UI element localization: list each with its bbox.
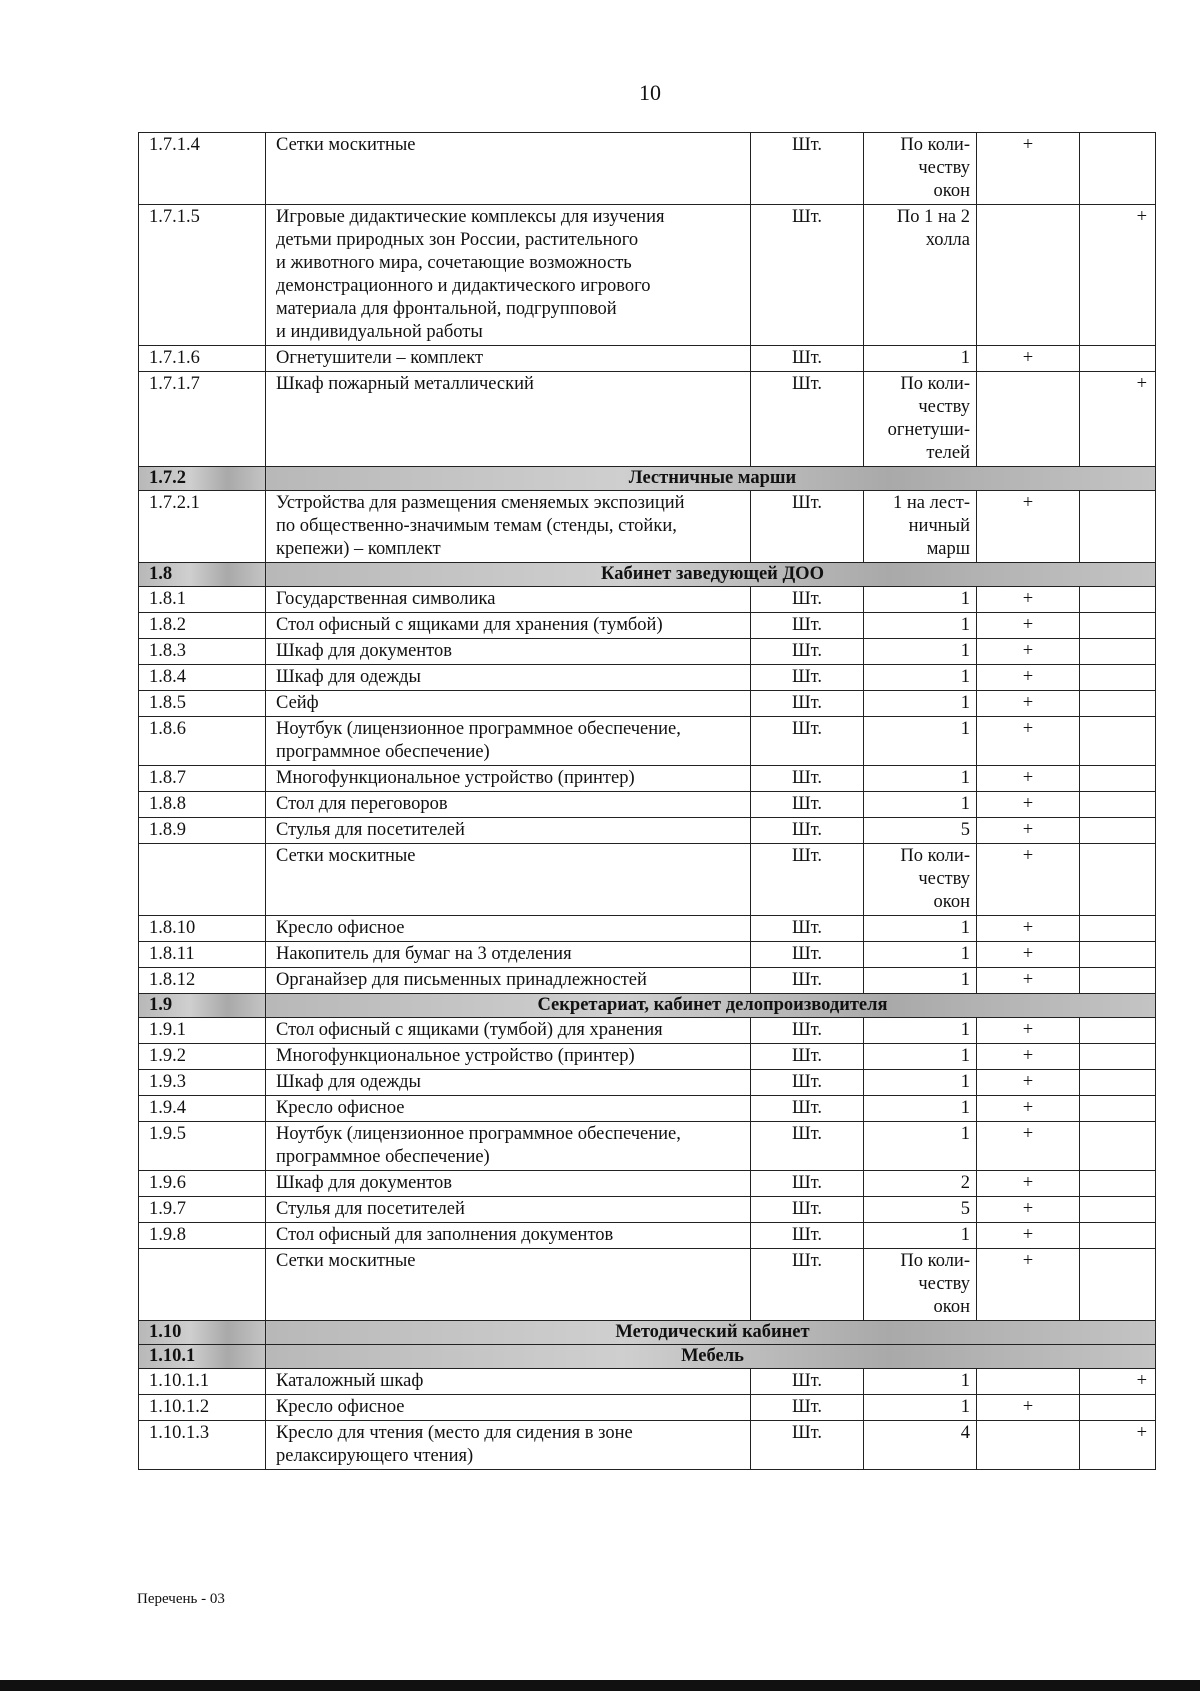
table-row [139,1070,1156,1096]
mark-recommended [1080,1197,1156,1223]
item-name: Сетки москитные [266,844,751,916]
table-row [139,942,1156,968]
table-row [139,766,1156,792]
item-unit: Шт. [751,942,864,968]
mark-recommended [1080,1070,1156,1096]
section-number: 1.8 [139,563,266,587]
mark-required: + [977,1096,1080,1122]
item-quantity: По коли- честву окон [864,844,977,916]
item-quantity: 4 [864,1421,977,1470]
item-unit: Шт. [751,1197,864,1223]
item-unit: Шт. [751,968,864,994]
table-row [139,1197,1156,1223]
item-name: Государственная символика [266,587,751,613]
item-quantity: По 1 на 2 холла [864,205,977,346]
item-unit: Шт. [751,1369,864,1395]
mark-required: + [977,1122,1080,1171]
item-quantity: 1 [864,766,977,792]
item-quantity: По коли- честву огнетуши- телей [864,372,977,467]
item-unit: Шт. [751,587,864,613]
table-row [139,717,1156,766]
mark-required: + [977,1171,1080,1197]
item-number: 1.8.5 [139,691,266,717]
item-unit: Шт. [751,639,864,665]
mark-recommended: + [1080,1369,1156,1395]
mark-required: + [977,346,1080,372]
equipment-table [138,132,1156,1470]
item-name: Стол для переговоров [266,792,751,818]
item-number: 1.7.1.6 [139,346,266,372]
item-quantity: 5 [864,818,977,844]
mark-required: + [977,1249,1080,1321]
section-title: Секретариат, кабинет делопроизводителя [266,994,1156,1018]
item-quantity: 5 [864,1197,977,1223]
mark-recommended [1080,1223,1156,1249]
table-row [139,1223,1156,1249]
item-name: Органайзер для письменных принадлежностей [266,968,751,994]
mark-recommended [1080,1122,1156,1171]
item-unit: Шт. [751,1395,864,1421]
table-row [139,1369,1156,1395]
item-quantity: 2 [864,1171,977,1197]
mark-recommended: + [1080,205,1156,346]
mark-recommended [1080,968,1156,994]
item-unit: Шт. [751,1171,864,1197]
mark-required [977,372,1080,467]
mark-required: + [977,613,1080,639]
item-name: Сетки москитные [266,1249,751,1321]
page-number: 10 [639,80,661,105]
mark-recommended [1080,1171,1156,1197]
mark-required [977,205,1080,346]
mark-required: + [977,1197,1080,1223]
item-unit: Шт. [751,1249,864,1321]
item-unit: Шт. [751,665,864,691]
item-name: Стол офисный с ящиками для хранения (тумбой) [266,613,751,639]
table-row [139,968,1156,994]
item-name: Шкаф для документов [266,639,751,665]
item-number: 1.8.2 [139,613,266,639]
mark-required: + [977,717,1080,766]
item-unit: Шт. [751,792,864,818]
item-unit: Шт. [751,844,864,916]
table-row [139,1395,1156,1421]
mark-recommended [1080,766,1156,792]
item-number: 1.8.4 [139,665,266,691]
item-number: 1.9.3 [139,1070,266,1096]
item-number: 1.7.2.1 [139,491,266,563]
item-unit: Шт. [751,1421,864,1470]
item-quantity: 1 [864,587,977,613]
item-quantity: 1 [864,1018,977,1044]
mark-recommended [1080,691,1156,717]
item-number: 1.9.7 [139,1197,266,1223]
item-quantity: По коли- честву окон [864,1249,977,1321]
item-quantity: 1 [864,1096,977,1122]
mark-required: + [977,792,1080,818]
item-unit: Шт. [751,613,864,639]
item-quantity: 1 [864,1044,977,1070]
item-name: Игровые дидактические комплексы для изучения детьми природных зон России, растительного и животного мира, сочетающие возможность демонстрационного и дидактического игрового материала для фронтальной, подгрупповой и индивидуальной работы [266,205,751,346]
item-quantity: 1 [864,916,977,942]
item-number: 1.9.5 [139,1122,266,1171]
table-row [139,205,1156,346]
item-name: Ноутбук (лицензионное программное обеспечение, программное обеспечение) [266,717,751,766]
section-title: Методический кабинет [266,1321,1156,1345]
item-name: Ноутбук (лицензионное программное обеспечение, программное обеспечение) [266,1122,751,1171]
table-row [139,665,1156,691]
item-number: 1.9.8 [139,1223,266,1249]
mark-required [977,1421,1080,1470]
item-quantity: 1 [864,968,977,994]
item-number: 1.9.6 [139,1171,266,1197]
mark-recommended [1080,665,1156,691]
table-row [139,1171,1156,1197]
mark-required: + [977,844,1080,916]
mark-recommended [1080,1249,1156,1321]
item-name: Кресло офисное [266,1395,751,1421]
item-unit: Шт. [751,372,864,467]
mark-required: + [977,1044,1080,1070]
table-row [139,691,1156,717]
item-name: Стулья для посетителей [266,818,751,844]
mark-recommended: + [1080,1421,1156,1470]
mark-recommended [1080,1018,1156,1044]
item-name: Огнетушители – комплект [266,346,751,372]
mark-recommended [1080,491,1156,563]
item-number: 1.10.1.1 [139,1369,266,1395]
item-number: 1.8.7 [139,766,266,792]
mark-required: + [977,766,1080,792]
mark-required: + [977,639,1080,665]
mark-recommended [1080,844,1156,916]
item-number: 1.9.1 [139,1018,266,1044]
section-title: Мебель [266,1345,1156,1369]
item-name: Накопитель для бумаг на 3 отделения [266,942,751,968]
item-unit: Шт. [751,491,864,563]
item-unit: Шт. [751,916,864,942]
mark-required: + [977,916,1080,942]
item-number: 1.8.8 [139,792,266,818]
item-quantity: 1 [864,1122,977,1171]
mark-required: + [977,691,1080,717]
item-name: Стол офисный с ящиками (тумбой) для хранения [266,1018,751,1044]
mark-required: + [977,665,1080,691]
item-quantity: По коли- честву окон [864,133,977,205]
mark-required: + [977,1070,1080,1096]
section-header-row [139,1321,1156,1345]
table-row [139,372,1156,467]
item-name: Многофункциональное устройство (принтер) [266,1044,751,1070]
mark-recommended [1080,942,1156,968]
mark-recommended [1080,792,1156,818]
item-quantity: 1 [864,665,977,691]
item-number: 1.9.2 [139,1044,266,1070]
table-row [139,916,1156,942]
table-row [139,639,1156,665]
item-quantity: 1 [864,1369,977,1395]
mark-recommended [1080,1096,1156,1122]
item-quantity: 1 [864,613,977,639]
table-row [139,1044,1156,1070]
section-number: 1.9 [139,994,266,1018]
item-name: Сетки москитные [266,133,751,205]
item-quantity: 1 [864,691,977,717]
item-name: Многофункциональное устройство (принтер) [266,766,751,792]
mark-recommended [1080,818,1156,844]
item-name: Каталожный шкаф [266,1369,751,1395]
item-quantity: 1 [864,1395,977,1421]
section-header-row [139,467,1156,491]
item-quantity: 1 на лест- ничный марш [864,491,977,563]
item-number: 1.8.3 [139,639,266,665]
item-name: Стол офисный для заполнения документов [266,1223,751,1249]
mark-required: + [977,587,1080,613]
item-number [139,844,266,916]
item-unit: Шт. [751,1122,864,1171]
item-number: 1.8.6 [139,717,266,766]
table-row [139,133,1156,205]
item-name: Шкаф для документов [266,1171,751,1197]
section-header-row [139,563,1156,587]
mark-recommended [1080,916,1156,942]
table-row [139,1249,1156,1321]
item-name: Кресло офисное [266,1096,751,1122]
table-row [139,346,1156,372]
item-unit: Шт. [751,1018,864,1044]
item-unit: Шт. [751,346,864,372]
item-quantity: 1 [864,346,977,372]
mark-recommended [1080,717,1156,766]
table-row [139,1421,1156,1470]
item-number: 1.7.1.4 [139,133,266,205]
item-name: Стулья для посетителей [266,1197,751,1223]
item-number: 1.9.4 [139,1096,266,1122]
item-name: Кресло офисное [266,916,751,942]
item-number: 1.7.1.7 [139,372,266,467]
mark-required [977,1369,1080,1395]
table-row [139,613,1156,639]
item-unit: Шт. [751,205,864,346]
item-unit: Шт. [751,818,864,844]
scan-edge-bar [0,1680,1200,1691]
item-number: 1.10.1.3 [139,1421,266,1470]
footer-note: Перечень - 03 [137,1591,225,1607]
table-row [139,491,1156,563]
item-unit: Шт. [751,1070,864,1096]
item-unit: Шт. [751,766,864,792]
mark-required: + [977,133,1080,205]
section-title: Кабинет заведующей ДОО [266,563,1156,587]
table-row [139,1096,1156,1122]
mark-recommended [1080,1044,1156,1070]
section-header-row [139,994,1156,1018]
mark-recommended: + [1080,372,1156,467]
mark-recommended [1080,613,1156,639]
item-quantity: 1 [864,792,977,818]
item-name: Шкаф для одежды [266,665,751,691]
section-number: 1.10 [139,1321,266,1345]
item-name: Сейф [266,691,751,717]
section-number: 1.7.2 [139,467,266,491]
table-row [139,1018,1156,1044]
item-unit: Шт. [751,717,864,766]
item-unit: Шт. [751,1044,864,1070]
item-unit: Шт. [751,691,864,717]
mark-required: + [977,1223,1080,1249]
item-number: 1.8.9 [139,818,266,844]
item-quantity: 1 [864,717,977,766]
item-number [139,1249,266,1321]
section-title: Лестничные марши [266,467,1156,491]
table-row [139,818,1156,844]
mark-required: + [977,968,1080,994]
mark-required: + [977,1018,1080,1044]
item-quantity: 1 [864,1223,977,1249]
table-row [139,844,1156,916]
mark-required: + [977,942,1080,968]
item-unit: Шт. [751,1096,864,1122]
mark-required: + [977,818,1080,844]
item-quantity: 1 [864,639,977,665]
mark-recommended [1080,587,1156,613]
item-unit: Шт. [751,1223,864,1249]
table-row [139,792,1156,818]
mark-recommended [1080,346,1156,372]
item-quantity: 1 [864,942,977,968]
item-name: Шкаф пожарный металлический [266,372,751,467]
equipment-table-body [139,133,1156,1470]
item-number: 1.8.10 [139,916,266,942]
mark-recommended [1080,1395,1156,1421]
table-row [139,1122,1156,1171]
mark-required: + [977,491,1080,563]
item-number: 1.7.1.5 [139,205,266,346]
mark-recommended [1080,133,1156,205]
item-number: 1.8.12 [139,968,266,994]
item-name: Кресло для чтения (место для сидения в зоне релаксирующего чтения) [266,1421,751,1470]
item-name: Устройства для размещения сменяемых экспозиций по общественно-значимым темам (стенды, стойки, крепежи) – комплект [266,491,751,563]
item-unit: Шт. [751,133,864,205]
item-number: 1.8.11 [139,942,266,968]
mark-required: + [977,1395,1080,1421]
mark-recommended [1080,639,1156,665]
item-number: 1.8.1 [139,587,266,613]
section-number: 1.10.1 [139,1345,266,1369]
section-header-row [139,1345,1156,1369]
item-quantity: 1 [864,1070,977,1096]
table-row [139,587,1156,613]
item-name: Шкаф для одежды [266,1070,751,1096]
item-number: 1.10.1.2 [139,1395,266,1421]
